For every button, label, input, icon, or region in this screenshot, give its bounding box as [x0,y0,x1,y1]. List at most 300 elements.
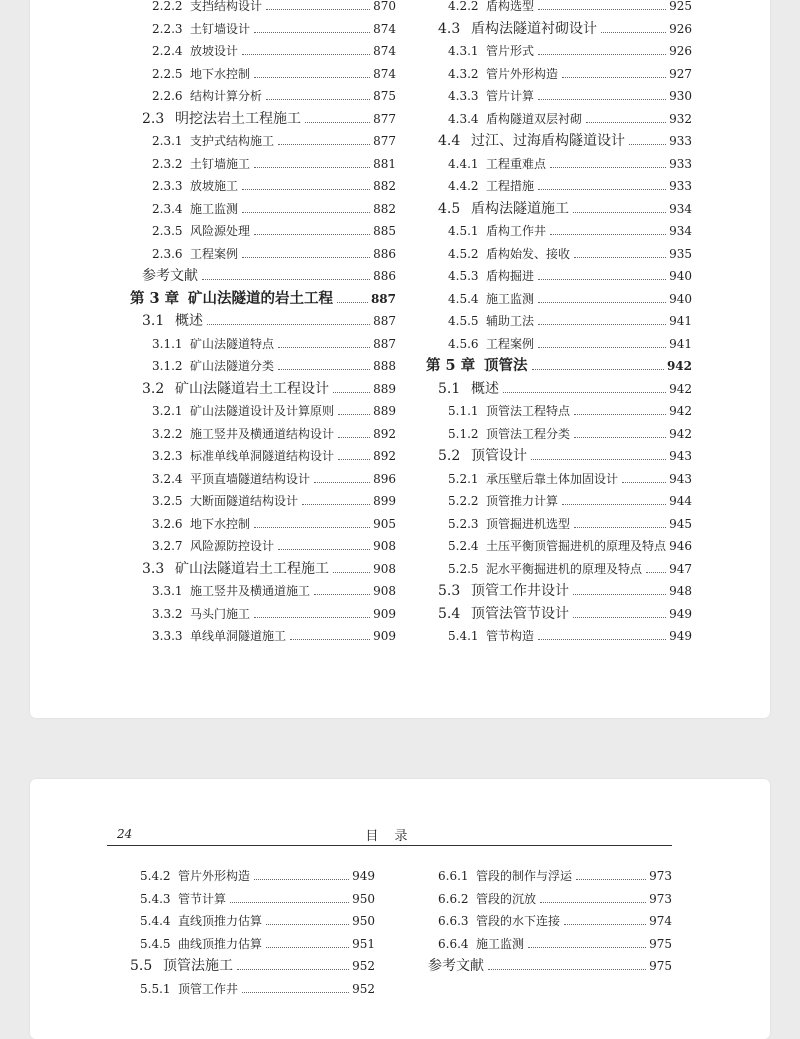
section-number: 3.2.5 [152,494,183,508]
dot-leader [576,879,646,880]
toc-entry[interactable] [130,535,396,558]
toc-entry-label [152,423,334,446]
dot-leader [338,437,370,438]
section-number: 5.2.5 [448,561,479,576]
section-number: 4.5.1 [448,224,479,238]
dot-leader [574,527,666,528]
section-title: 平顶直墙隧道结构设计 [190,471,311,486]
toc-entry[interactable] [118,933,375,956]
section-title: 土压平衡顶管掘进机的原理及特点 [486,539,667,553]
section-title: 顶管法工程特点 [486,404,571,418]
section-title: 风险源处理 [190,224,251,238]
toc-entry[interactable] [416,910,672,933]
toc-entry-label [426,355,528,378]
section-title: 管片外形构造 [486,66,559,81]
section-title: 曲线顶推力估算 [178,936,263,951]
toc-entry-label [438,865,572,888]
section-title: 承压壁后靠土体加固设计 [486,471,619,486]
page-number: 926 [669,44,692,58]
page-number: 885 [373,224,396,238]
page-number: 933 [669,134,692,148]
section-title: 顶管工作井 [178,981,239,996]
toc-entry[interactable] [130,40,396,63]
toc-entry[interactable] [426,0,692,18]
toc-entry[interactable] [130,85,396,108]
page-number: 905 [373,516,396,531]
section-title: 管段的制作与浮运 [476,869,573,883]
section-title: 工程案例 [486,336,535,351]
toc-entry-label [448,85,534,108]
toc-entry[interactable] [130,153,396,176]
toc-entry[interactable] [130,400,396,423]
dot-leader [538,54,666,55]
section-title: 放坡施工 [190,179,239,193]
toc-entry-label [438,580,569,603]
toc-entry[interactable] [426,130,692,153]
toc-entry[interactable] [130,220,396,243]
toc-entry-label [152,603,250,626]
toc-entry[interactable] [130,18,396,41]
section-number: 3.1 [142,313,165,329]
toc-entry[interactable] [130,513,396,536]
dot-leader [314,482,370,483]
toc-entry-label [438,910,560,933]
dot-leader [503,392,666,393]
page-number: 935 [669,246,692,261]
section-number: 4.3.3 [448,89,479,103]
dot-leader [574,437,666,438]
section-number: 4.4.1 [448,156,479,171]
toc-entry[interactable] [118,910,375,933]
section-title: 顶管法工程分类 [486,426,571,441]
dot-leader [528,947,646,948]
section-number: 5.2.2 [448,494,479,508]
section-number: 2.2.3 [152,21,183,36]
page-number: 948 [669,584,692,598]
page-number: 947 [669,561,692,576]
section-title: 明挖法岩土工程施工 [175,110,301,127]
toc-entry[interactable] [426,378,692,401]
dot-leader [254,527,370,528]
toc-entry[interactable] [130,265,396,288]
section-number: 3.2 [142,380,165,397]
toc-entry[interactable] [130,558,396,581]
dot-leader [202,279,370,280]
page-number: 942 [666,359,692,373]
dot-leader [278,369,370,370]
section-number: 3.2.4 [152,471,183,486]
toc-entry-label [152,85,262,108]
dot-leader [622,482,666,483]
dot-leader [290,639,370,640]
page-number: 925 [669,0,692,13]
toc-entry[interactable] [426,490,692,513]
toc-entry[interactable] [426,445,692,468]
toc-entry-label [140,978,238,1001]
toc-entry-label [152,625,286,648]
page-number: 952 [352,981,375,996]
toc-entry-label [152,490,298,513]
page-number: 909 [373,606,396,621]
section-title: 顶管法 [484,357,528,374]
page-number: 951 [352,936,375,951]
section-number: 2.3.4 [152,201,183,216]
section-title: 盾构法隧道衬砌设计 [471,20,597,37]
page-number: 926 [669,21,692,36]
page-number: 973 [649,869,672,883]
dot-leader [333,392,370,393]
toc-entry[interactable] [118,888,375,911]
toc-entry-label [438,198,569,221]
section-title: 标准单线单洞隧道结构设计 [190,449,335,463]
toc-entry-label [152,243,238,266]
toc-entry-label [152,63,250,86]
section-title: 盾构掘进 [486,269,535,283]
dot-leader [550,234,666,235]
dot-leader [586,122,666,123]
section-title: 盾构法隧道施工 [471,200,569,217]
toc-entry[interactable] [118,865,375,888]
toc-entry-label [152,333,274,356]
section-number: 4.4.2 [448,179,479,193]
toc-entry[interactable] [426,400,692,423]
section-title: 施工竖井及横通道结构设计 [190,426,335,441]
dot-leader [574,414,666,415]
page-number: 908 [373,539,396,553]
page-number: 908 [373,561,396,576]
page-number: 888 [373,359,396,373]
toc-entry-label [448,175,534,198]
page-number: 942 [669,404,692,418]
toc-entry[interactable] [426,558,692,581]
toc-entry-label [152,40,238,63]
dot-leader [266,947,349,948]
section-title: 管片计算 [486,89,535,103]
toc-entry[interactable] [416,933,672,956]
page-number: 874 [373,21,396,36]
section-title: 地下水控制 [190,516,251,531]
dot-leader [230,902,349,903]
toc-entry-label [438,933,524,956]
section-number: 5.2.4 [448,539,479,553]
section-title: 管片外形构造 [178,869,251,883]
toc-entry[interactable] [416,888,672,911]
toc-entry[interactable] [426,63,692,86]
dot-leader [207,324,370,325]
section-title: 工程措施 [486,179,535,193]
toc-entry[interactable] [426,288,692,311]
toc-entry[interactable] [130,243,396,266]
section-number: 3.2.3 [152,449,183,463]
page-number: 941 [669,336,692,351]
page-number: 870 [373,0,396,13]
section-title: 支护式结构施工 [190,134,275,148]
toc-entry[interactable] [426,355,692,378]
dot-leader [601,32,666,33]
toc-entry-label [142,310,203,333]
dot-leader [573,594,666,595]
toc-entry[interactable] [130,378,396,401]
toc-entry-label [448,513,570,536]
section-title: 施工监测 [486,291,535,306]
section-number: 5.3 [438,583,461,599]
section-number: 4.3.1 [448,44,479,58]
dot-leader [338,414,370,415]
section-title: 支挡结构设计 [190,0,263,13]
toc-entry[interactable] [130,175,396,198]
section-number: 5.1.2 [448,426,479,441]
toc-column-left [130,0,396,648]
page-number: 886 [373,246,396,261]
section-number: 4.5.4 [448,291,479,306]
toc-entry[interactable] [426,423,692,446]
toc-entry[interactable] [130,468,396,491]
page-number: 943 [669,471,692,486]
section-title: 辅助工法 [486,314,535,328]
toc-entry[interactable] [130,130,396,153]
section-number: 3.3.3 [152,629,183,643]
page-number: 946 [669,539,692,553]
page-number: 874 [373,66,396,81]
toc-entry[interactable] [426,40,692,63]
dot-leader [538,9,666,10]
section-title: 施工监测 [190,201,239,216]
section-number: 第 3 章 [130,289,180,307]
section-title: 马头门施工 [190,606,251,621]
toc-entry[interactable] [426,243,692,266]
toc-entry-label [438,378,499,401]
page-number: 896 [373,471,396,486]
toc-entry-label [448,265,534,288]
toc-entry[interactable] [130,108,396,131]
toc-entry[interactable] [426,625,692,648]
section-title: 过江、过海盾构隧道设计 [471,133,625,149]
page-number: 881 [373,156,396,171]
toc-entry-label [142,558,329,581]
section-number: 3.2.2 [152,426,183,441]
section-title: 顶管工作井设计 [471,583,569,599]
toc-entry[interactable] [426,153,692,176]
section-number: 4.5 [438,200,461,217]
section-title: 土钉墙施工 [190,156,251,171]
section-number: 5.1.1 [448,404,479,418]
toc-entry[interactable] [130,63,396,86]
section-number: 5.1 [438,380,461,397]
section-number: 2.3.3 [152,179,183,193]
dot-leader [242,212,370,213]
section-number: 2.3.5 [152,224,183,238]
dot-leader [242,189,370,190]
toc-entry[interactable] [130,603,396,626]
page-number: 933 [669,156,692,171]
section-number: 3.3.2 [152,606,183,621]
toc-entry[interactable] [426,18,692,41]
section-number: 3.3.1 [152,584,183,598]
page-number: 930 [669,89,692,103]
dot-leader [531,459,666,460]
section-title: 管段的沉放 [476,891,537,906]
toc-entry-label [140,888,226,911]
section-title: 矿山法隧道分类 [190,359,275,373]
dot-leader [254,617,370,618]
dot-leader [314,594,370,595]
page-number: 909 [373,629,396,643]
toc-entry[interactable] [426,220,692,243]
toc-entry[interactable] [426,265,692,288]
dot-leader [629,144,666,145]
toc-entry-label [152,175,238,198]
section-number: 5.5 [130,958,153,974]
toc-entry[interactable] [130,198,396,221]
toc-entry-label [448,243,570,266]
toc-entry-label [142,108,301,131]
page-number: 877 [373,111,396,126]
page-number: 952 [352,959,375,973]
dot-leader [540,902,646,903]
toc-entry[interactable] [426,108,692,131]
toc-entry[interactable] [118,955,375,978]
page-number: 974 [649,914,672,928]
toc-entry-label [130,955,233,978]
toc-entry-label [448,0,534,18]
dot-leader [646,572,666,573]
toc-entry-label [438,603,569,626]
toc-entry[interactable] [130,333,396,356]
page-number: 950 [352,914,375,928]
section-number: 2.2.2 [152,0,183,13]
toc-entry[interactable] [426,468,692,491]
toc-entry[interactable] [426,580,692,603]
toc-entry[interactable] [130,445,396,468]
toc-entry[interactable] [130,0,396,18]
toc-entry-label [152,355,274,378]
toc-entry-label [448,108,582,131]
dot-leader [278,144,370,145]
section-title: 工程重难点 [486,156,547,171]
dot-leader [254,32,370,33]
toc-entry[interactable] [130,355,396,378]
page-number: 889 [373,381,396,396]
section-number: 4.3.4 [448,111,479,126]
page-number: 908 [373,584,396,598]
toc-column-left [118,865,375,1000]
section-number: 4.3.2 [448,66,479,81]
page-number: 892 [373,426,396,441]
toc-entry-label [152,468,310,491]
page-number: 899 [373,494,396,508]
section-number: 4.4 [438,133,461,149]
toc-entry[interactable] [130,490,396,513]
dot-leader [564,924,646,925]
section-number: 4.5.6 [448,336,479,351]
toc-entry[interactable] [426,513,692,536]
section-number: 3.2.1 [152,404,183,418]
dot-leader [242,257,370,258]
section-title: 矿山法隧道的岩土工程 [188,289,333,307]
section-title: 参考文献 [142,268,198,284]
toc-entry[interactable] [130,310,396,333]
toc-entry[interactable] [416,865,672,888]
dot-leader [550,167,666,168]
page-number: 934 [669,201,692,216]
toc-entry[interactable] [426,333,692,356]
section-title: 顶管掘进机选型 [486,516,571,531]
toc-entry-label [448,490,558,513]
toc-entry[interactable] [426,85,692,108]
dot-leader [337,302,368,303]
page-number: 24 [117,827,133,841]
section-title: 矿山法隧道岩土工程设计 [175,380,329,397]
toc-entry[interactable] [130,423,396,446]
section-number: 5.4.5 [140,936,171,951]
dot-leader [488,969,646,970]
section-title: 泥水平衡掘进机的原理及特点 [486,561,643,576]
toc-entry[interactable] [130,580,396,603]
toc-entry[interactable] [426,603,692,626]
section-title: 地下水控制 [190,66,251,81]
page-number: 875 [373,89,396,103]
toc-entry-label [448,625,534,648]
toc-entry[interactable] [130,288,396,311]
section-number: 4.5.5 [448,314,479,328]
toc-entry[interactable] [130,625,396,648]
section-number: 5.4 [438,605,461,622]
section-title: 管节构造 [486,629,535,643]
toc-entry[interactable] [416,955,672,978]
section-title: 顶管法施工 [163,958,233,974]
dot-leader [538,324,666,325]
toc-entry-label [448,333,534,356]
section-number: 4.3 [438,20,461,37]
section-number: 3.1.1 [152,336,183,351]
page-number: 975 [649,936,672,951]
toc-entry-label [152,513,250,536]
dot-leader [574,257,666,258]
toc-entry-label [140,933,262,956]
toc-entry[interactable] [426,310,692,333]
toc-entry-label [152,153,250,176]
section-title: 直线顶推力估算 [178,914,263,928]
section-title: 概述 [471,380,499,397]
page-number: 886 [373,269,396,283]
dot-leader [254,167,370,168]
section-number: 3.2.7 [152,539,183,553]
dot-leader [242,992,349,993]
running-head-title: 目 录 [365,829,414,844]
section-number: 6.6.3 [438,914,469,928]
section-title: 矿山法隧道岩土工程施工 [175,560,329,577]
toc-entry[interactable] [118,978,375,1001]
toc-entry-label [448,288,534,311]
page-number: 874 [373,44,396,58]
toc-entry-label [152,400,334,423]
toc-entry-label [428,955,484,978]
section-title: 盾构选型 [486,0,535,13]
page-number: 887 [373,336,396,351]
dot-leader [237,969,349,970]
section-title: 概述 [175,313,203,329]
dot-leader [573,617,666,618]
toc-entry[interactable] [426,198,692,221]
page-number: 882 [373,179,396,193]
dot-leader [305,122,370,123]
toc-entry[interactable] [426,535,692,558]
toc-entry[interactable] [426,175,692,198]
dot-leader [254,234,370,235]
dot-leader [338,459,370,460]
dot-leader [266,9,370,10]
dot-leader [333,572,370,573]
